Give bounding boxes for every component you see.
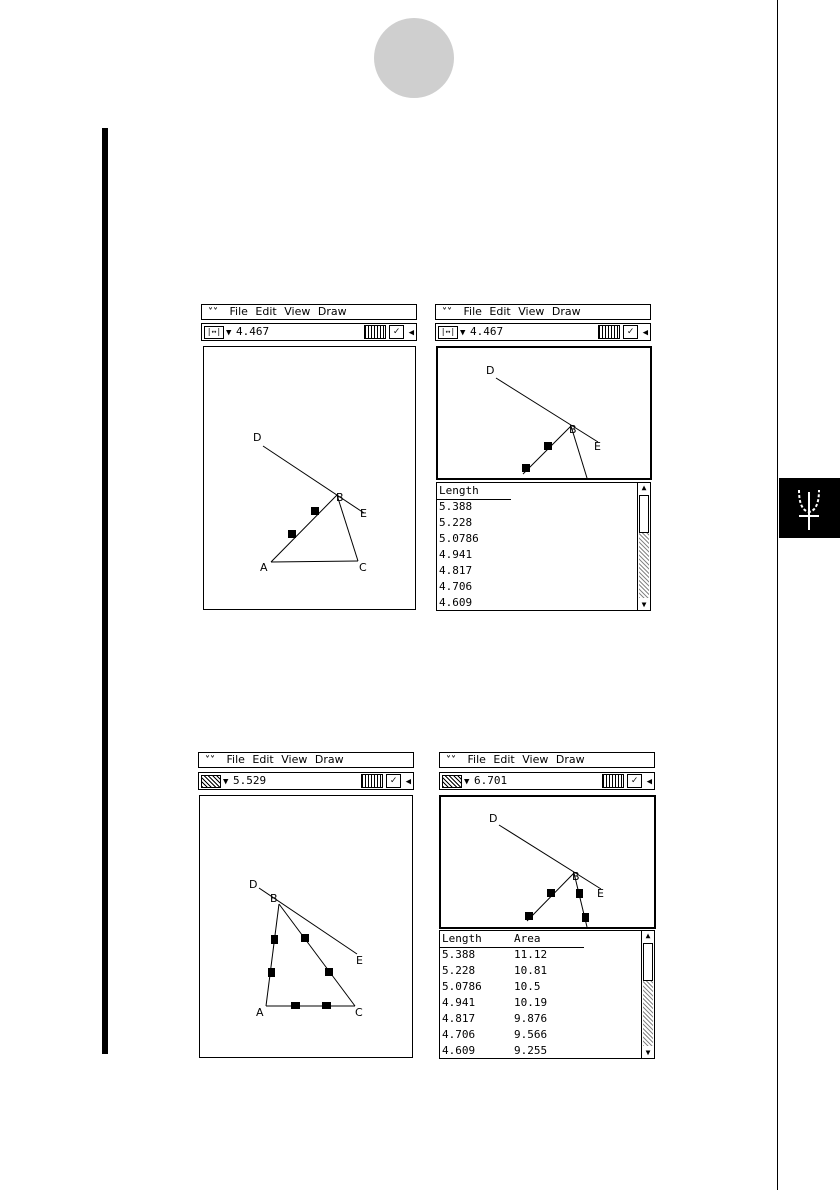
menu-chevron-icon[interactable]: ˅˅ [205, 755, 215, 766]
menu-edit[interactable]: Edit [252, 753, 274, 766]
keyboard-icon[interactable] [602, 774, 624, 788]
menu-bar [435, 304, 651, 320]
menu-chevron-icon[interactable]: ˅˅ [208, 307, 218, 318]
cell-length: 4.609 [442, 1044, 476, 1057]
cell-length: 4.941 [439, 548, 473, 561]
scroll-track[interactable] [643, 981, 653, 1046]
left-arrow-icon[interactable]: ◀ [646, 777, 652, 787]
cell-length: 4.817 [439, 564, 473, 577]
table-row[interactable] [440, 1011, 654, 1027]
menu-edit[interactable]: Edit [493, 753, 515, 766]
page-marker-circle [374, 18, 454, 98]
column-header-length: Length [437, 483, 511, 500]
cell-area: 9.876 [514, 1012, 548, 1025]
checkmark-icon[interactable]: ✓ [386, 774, 401, 788]
table-row[interactable] [437, 563, 650, 579]
cell-length: 5.0786 [439, 532, 479, 545]
point-b-label: B [569, 423, 577, 436]
left-arrow-icon[interactable]: ◀ [408, 328, 414, 338]
cell-area: 9.566 [514, 1028, 548, 1041]
menu-file[interactable]: File [467, 753, 486, 766]
toolbar [198, 772, 414, 790]
checkmark-icon[interactable]: ✓ [623, 325, 638, 339]
keyboard-icon[interactable] [598, 325, 620, 339]
measurement-table [436, 482, 651, 611]
menu-bar [198, 752, 414, 768]
point-a-label: A [260, 561, 268, 574]
measure-value-field[interactable]: 4.467 [470, 325, 504, 338]
menu-view[interactable]: View [284, 305, 311, 318]
dropdown-arrow-icon[interactable]: ▼ [223, 777, 229, 787]
menu-edit[interactable]: Edit [489, 305, 511, 318]
dropdown-arrow-icon[interactable]: ▼ [464, 777, 470, 787]
column-header-length: Length [440, 931, 514, 948]
scrollbar[interactable] [641, 931, 654, 1058]
point-e-label: E [360, 507, 367, 520]
menu-chevron-icon[interactable]: ˅˅ [446, 755, 456, 766]
area-tool-icon[interactable] [442, 775, 462, 788]
left-arrow-icon[interactable]: ◀ [642, 328, 648, 338]
point-a-label: A [256, 1006, 264, 1019]
chapter-tab [779, 478, 840, 538]
table-header-row [440, 931, 654, 947]
geometry-canvas[interactable] [203, 346, 416, 610]
cell-area: 9.255 [514, 1044, 548, 1057]
menu-draw[interactable]: Draw [317, 305, 347, 318]
scroll-thumb[interactable] [639, 495, 649, 533]
cell-area: 10.19 [514, 996, 548, 1009]
point-e-label: E [597, 887, 604, 900]
point-d-label: D [249, 878, 258, 891]
point-b-label: B [270, 892, 278, 905]
menu-view[interactable]: View [522, 753, 549, 766]
point-c-label: C [359, 561, 367, 574]
scroll-thumb[interactable] [643, 943, 653, 981]
point-d-label: D [253, 431, 262, 444]
table-row[interactable] [437, 547, 650, 563]
scroll-down-icon[interactable]: ▼ [641, 600, 647, 609]
right-margin-rule [777, 0, 778, 1190]
table-row[interactable] [437, 579, 650, 595]
measurement-table [439, 930, 655, 1059]
cell-area: 10.5 [514, 980, 541, 993]
point-d-label: D [486, 364, 495, 377]
menu-edit[interactable]: Edit [255, 305, 277, 318]
cell-length: 4.706 [439, 580, 473, 593]
scrollbar[interactable] [637, 483, 650, 610]
measure-value-field[interactable]: 6.701 [474, 774, 508, 787]
cell-area: 11.12 [514, 948, 548, 961]
menu-file[interactable]: File [229, 305, 248, 318]
table-row[interactable] [440, 979, 654, 995]
cell-length: 5.388 [442, 948, 476, 961]
cell-length: 4.706 [442, 1028, 476, 1041]
table-row[interactable] [440, 1043, 654, 1059]
measure-value-field[interactable]: 5.529 [233, 774, 267, 787]
checkmark-icon[interactable]: ✓ [627, 774, 642, 788]
menu-file[interactable]: File [463, 305, 482, 318]
dropdown-arrow-icon[interactable]: ▼ [460, 328, 466, 338]
checkmark-icon[interactable]: ✓ [389, 325, 404, 339]
menu-bar [201, 304, 417, 320]
cell-length: 4.817 [442, 1012, 476, 1025]
area-tool-icon[interactable] [201, 775, 221, 788]
menu-chevron-icon[interactable]: ˅˅ [442, 307, 452, 318]
geometry-canvas[interactable] [439, 795, 656, 929]
left-margin-bar [102, 128, 108, 1054]
scroll-down-icon[interactable]: ▼ [645, 1048, 651, 1057]
point-e-label: E [594, 440, 601, 453]
cell-length: 5.228 [442, 964, 476, 977]
menu-draw[interactable]: Draw [551, 305, 581, 318]
point-c-label: C [355, 1006, 363, 1019]
table-row[interactable] [440, 963, 654, 979]
table-row[interactable] [440, 947, 654, 963]
length-tool-icon[interactable]: |↔| [204, 326, 224, 339]
toolbar [439, 772, 655, 790]
column-header-area: Area [514, 931, 584, 948]
menu-view[interactable]: View [518, 305, 545, 318]
keyboard-icon[interactable] [364, 325, 386, 339]
scroll-track[interactable] [639, 533, 649, 598]
table-row[interactable] [437, 515, 650, 531]
table-row[interactable] [437, 531, 650, 547]
table-row[interactable] [437, 595, 650, 611]
toolbar [435, 323, 651, 341]
left-arrow-icon[interactable]: ◀ [405, 777, 411, 787]
cell-length: 5.0786 [442, 980, 482, 993]
sigma-tab-icon [779, 478, 840, 538]
scroll-up-icon[interactable]: ▲ [645, 931, 651, 940]
keyboard-icon[interactable] [361, 774, 383, 788]
geometry-canvas[interactable] [436, 346, 652, 480]
menu-view[interactable]: View [281, 753, 308, 766]
menu-bar [439, 752, 655, 768]
point-e-label: E [356, 954, 363, 967]
point-b-label: B [336, 491, 344, 504]
menu-draw[interactable]: Draw [314, 753, 344, 766]
table-row[interactable] [437, 499, 650, 515]
dropdown-arrow-icon[interactable]: ▼ [226, 328, 232, 338]
cell-area: 10.81 [514, 964, 548, 977]
table-header-row [437, 483, 650, 499]
point-d-label: D [489, 812, 498, 825]
cell-length: 5.228 [439, 516, 473, 529]
table-row[interactable] [440, 995, 654, 1011]
point-b-label: B [572, 870, 580, 883]
menu-file[interactable]: File [226, 753, 245, 766]
menu-draw[interactable]: Draw [555, 753, 585, 766]
cell-length: 4.941 [442, 996, 476, 1009]
table-row[interactable] [440, 1027, 654, 1043]
length-tool-icon[interactable]: |↔| [438, 326, 458, 339]
cell-length: 5.388 [439, 500, 473, 513]
scroll-up-icon[interactable]: ▲ [641, 483, 647, 492]
cell-length: 4.609 [439, 596, 473, 609]
geometry-canvas[interactable] [199, 795, 413, 1058]
measure-value-field[interactable]: 4.467 [236, 325, 270, 338]
toolbar [201, 323, 417, 341]
